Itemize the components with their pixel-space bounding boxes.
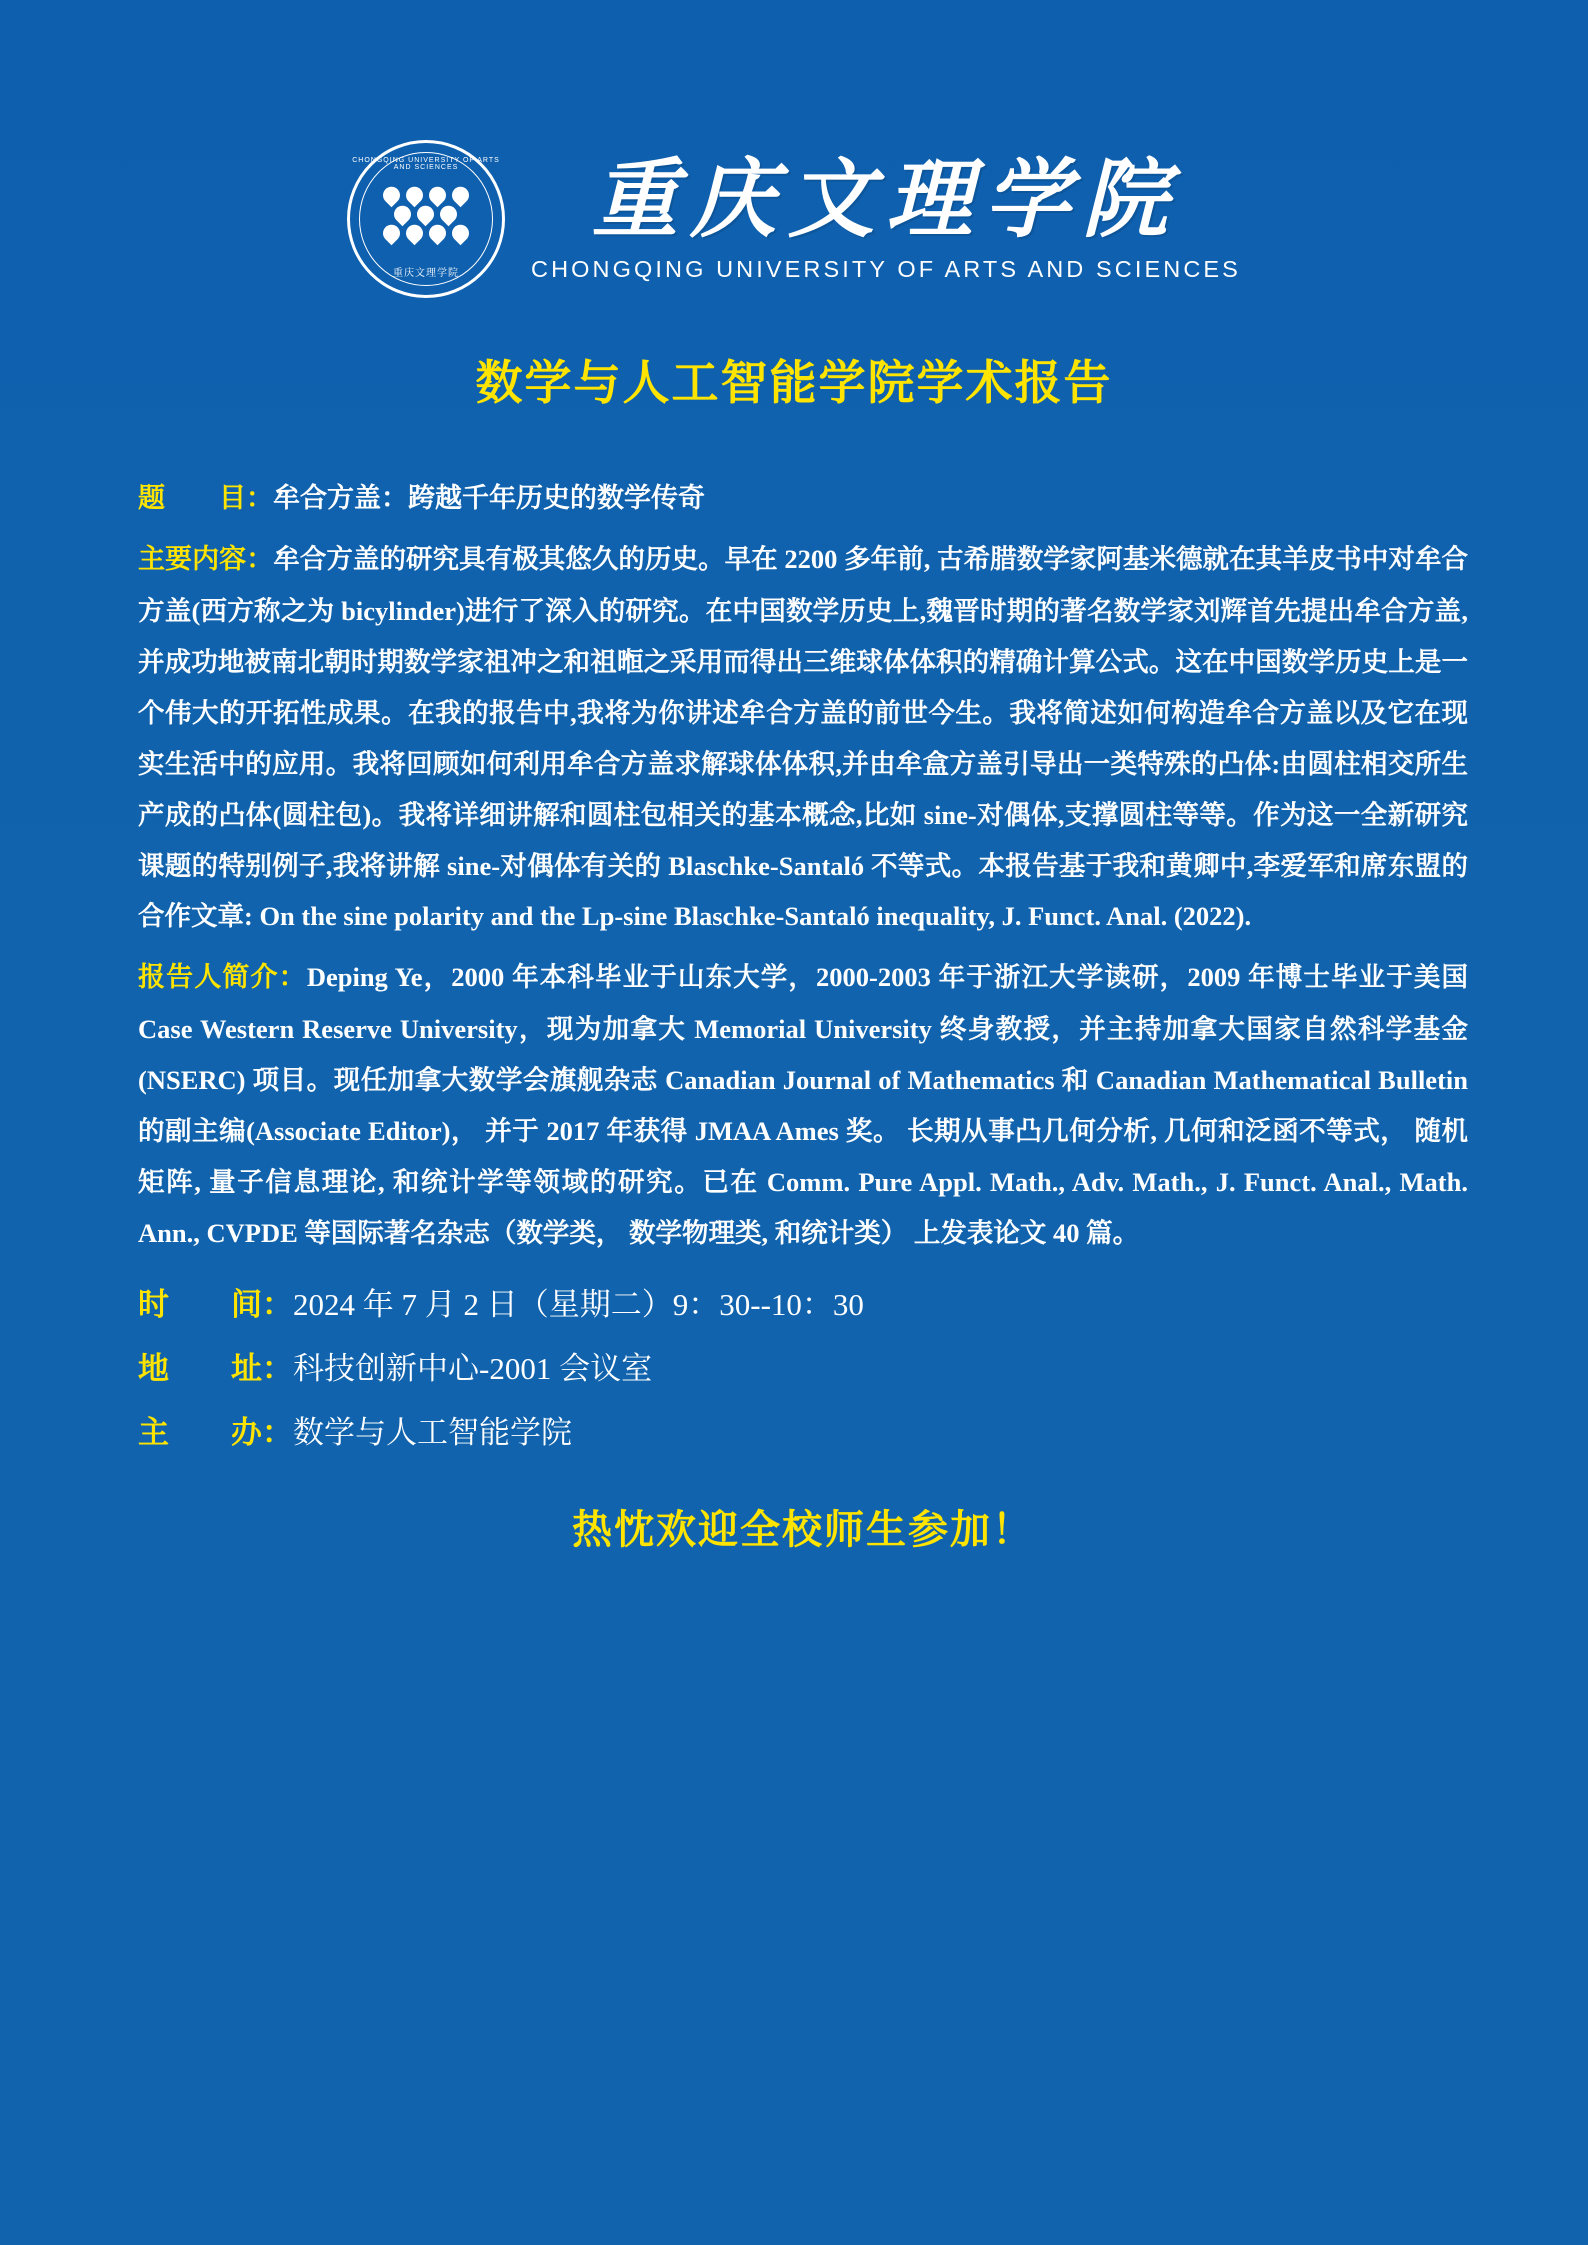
host-value: 数学与人工智能学院	[293, 1415, 572, 1451]
speaker-row	[138, 952, 1468, 1258]
university-wordmark	[531, 148, 1241, 283]
abstract-label: 主要内容：	[138, 544, 274, 575]
poster-body	[138, 473, 1468, 1555]
poster-header	[0, 0, 1588, 298]
time-label: 时 间：	[138, 1287, 293, 1323]
university-seal-logo	[347, 140, 505, 298]
time-row	[138, 1274, 1468, 1336]
university-name-en: CHONGQING UNIVERSITY OF ARTS AND SCIENCES	[531, 256, 1241, 283]
university-name-cn: 重庆文理学院	[591, 148, 1180, 250]
abstract-value: 牟合方盖的研究具有极其悠久的历史。早在 2200 多年前, 古希腊数学家阿基米德就在其羊皮书中对牟合方盖(西方称之为 bicylinder)进行了深入的研究。在中国数学历史上,魏晋时期的著名数学家刘辉首先提出牟合方盖,并成功地被南北朝时期数学家祖冲之和祖暅之采用而得出三维球体体积的精确计算公式。这在中国数学历史上是一个伟大的开拓性成果。在我的报告中,我将为你讲述牟合方盖的前世今生。我将简述如何构造牟合方盖以及它在现实生活中的应用。我将回顾如何利用牟合方盖求解球体体积,并由牟盒方盖引导出一类特殊的凸体:由圆柱相交所生产成的凸体(圆柱包)。我将详细讲解和圆柱包相关的基本概念,比如 sine-对偶体,支撑圆柱等等。作为这一全新研究课题的特别例子,我将讲解 sine-对偶体有关的 Blaschke-Santaló 不等式。本报告基于我和黄卿中,李爱军和席东盟的合作文章: On the sine polarity and the Lp-sine Blaschke-Santaló inequality, J. Funct. Anal. (2022).	[138, 544, 1469, 932]
host-label: 主 办：	[138, 1415, 293, 1451]
topic-row	[138, 473, 1468, 524]
place-row	[138, 1338, 1468, 1400]
time-value: 2024 年 7 月 2 日（星期二）9：30--10：30	[293, 1287, 864, 1323]
place-value: 科技创新中心-2001 会议室	[293, 1351, 653, 1387]
seal-ring-text-top: CHONGQING UNIVERSITY OF ARTS AND SCIENCES	[352, 157, 500, 171]
abstract-row	[138, 534, 1468, 942]
seal-ring-text-bottom: 重庆文理学院	[393, 268, 460, 279]
seal-emblem-pattern	[383, 187, 469, 249]
topic-value: 牟合方盖：跨越千年历史的数学传奇	[273, 483, 705, 513]
place-label: 地 址：	[138, 1351, 293, 1387]
welcome-note: 热忱欢迎全校师生参加！	[572, 1506, 1034, 1554]
page-title: 数学与人工智能学院学术报告	[475, 356, 1113, 411]
topic-label: 题 目：	[138, 483, 273, 513]
host-row	[138, 1402, 1468, 1464]
speaker-label: 报告人简介：	[138, 962, 307, 993]
speaker-value: Deping Ye，2000 年本科毕业于山东大学，2000-2003 年于浙江大学读研，2009 年博士毕业于美国 Case Western Reserve University，现为加拿大 Memorial University 终身教授，并主持加拿大国家自然科学基金(NSERC) 项目。现任加拿大数学会旗舰杂志 Canadian Journal of Mathematics 和 Canadian Mathematical Bulletin 的副主编(Associate Editor)， 并于 2017 年获得 JMAA Ames 奖。 长期从事凸几何分析, 几何和泛函不等式， 随机矩阵, 量子信息理论, 和统计学等领域的研究。已在 Comm. Pure Appl. Math., Adv. Math., J. Funct. Anal., Math. Ann., CVPDE 等国际著名杂志（数学类， 数学物理类, 和统计类） 上发表论文 40 篇。	[138, 962, 1469, 1248]
